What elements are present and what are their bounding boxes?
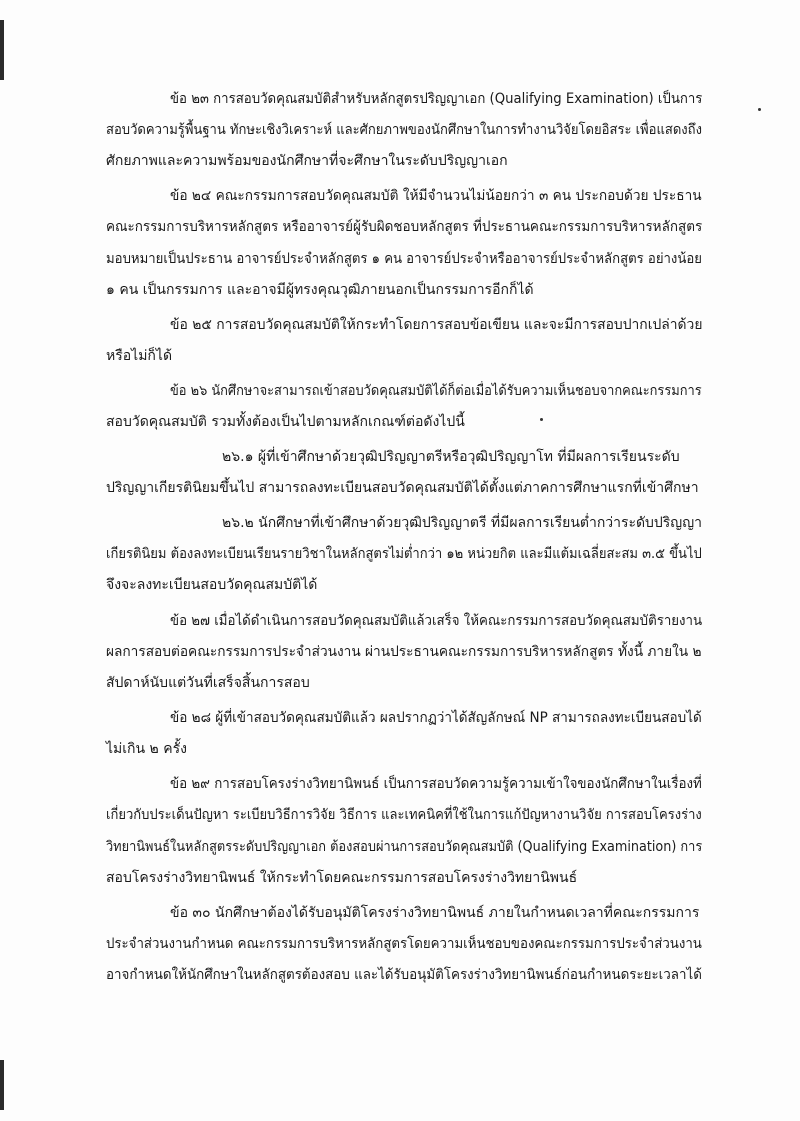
text-line: ข้อ ๒๖ นักศึกษาจะสามารถเข้าสอบวัดคุณสมบัติได้ก็ต่อเมื่อได้รับความเห็นชอบจากคณะกรรมการ	[170, 383, 702, 399]
text-line: ไม่เกิน ๒ ครั้ง	[106, 741, 187, 757]
text-line: ๒๖.๒ นักศึกษาที่เข้าศึกษาด้วยวุฒิปริญญาตรี ที่มีผลการเรียนต่ำกว่าระดับปริญญา	[222, 515, 702, 531]
text-line: สัปดาห์นับแต่วันที่เสร็จสิ้นการสอบ	[106, 675, 310, 691]
text-line: ประจำส่วนงานกำหนด คณะกรรมการบริหารหลักสูตรโดยความเห็นชอบของคณะกรรมการประจำส่วนงาน	[106, 936, 702, 952]
text-line: ข้อ ๒๓ การสอบวัดคุณสมบัติสำหรับหลักสูตรปริญญาเอก (Qualifying Examination) เป็นการ	[170, 91, 703, 107]
scan-edge-mark	[0, 20, 4, 80]
text-line: ข้อ ๓๐ นักศึกษาต้องได้รับอนุมัติโครงร่างวิทยานิพนธ์ ภายในกำหนดเวลาที่คณะกรรมการ	[170, 905, 700, 921]
text-line: ปริญญาเกียรตินิยมขึ้นไป สามารถลงทะเบียนสอบวัดคุณสมบัติได้ตั้งแต่ภาคการศึกษาแรกที่เข้าศึกษา	[106, 480, 699, 496]
scan-speck	[758, 108, 761, 111]
text-line: จึงจะลงทะเบียนสอบวัดคุณสมบัติได้	[106, 577, 318, 593]
text-line: ๒๖.๑ ผู้ที่เข้าศึกษาด้วยวุฒิปริญญาตรีหรือวุฒิปริญญาโท ที่มีผลการเรียนระดับ	[222, 449, 680, 465]
scan-edge-mark	[0, 1060, 4, 1110]
text-line: เกียรตินิยม ต้องลงทะเบียนเรียนรายวิชาในหลักสูตรไม่ต่ำกว่า ๑๒ หน่วยกิต และมีแต้มเฉลี่ยสะสม ๓.๕ ขึ้นไป	[106, 546, 702, 562]
text-line: สอบวัดความรู้พื้นฐาน ทักษะเชิงวิเคราะห์ และศักยภาพของนักศึกษาในการทำงานวิจัยโดยอิสระ เพื่อแสดงถึง	[106, 122, 702, 138]
text-line: มอบหมายเป็นประธาน อาจารย์ประจำหลักสูตร ๑ คน อาจารย์ประจำหรืออาจารย์ประจำหลักสูตร อย่างน้อย	[106, 251, 702, 267]
text-line: อาจกำหนดให้นักศึกษาในหลักสูตรต้องสอบ และได้รับอนุมัติโครงร่างวิทยานิพนธ์ก่อนกำหนดระยะเวลาได้	[106, 967, 702, 983]
text-line: สอบโครงร่างวิทยานิพนธ์ ให้กระทำโดยคณะกรรมการสอบโครงร่างวิทยานิพนธ์	[106, 870, 578, 886]
text-line: ข้อ ๒๗ เมื่อได้ดำเนินการสอบวัดคุณสมบัติแล้วเสร็จ ให้คณะกรรมการสอบวัดคุณสมบัติรายงาน	[170, 613, 703, 629]
text-line: ผลการสอบต่อคณะกรรมการประจำส่วนงาน ผ่านประธานคณะกรรมการบริหารหลักสูตร ทั้งนี้ ภายใน ๒	[106, 644, 702, 660]
text-line: ๑ คน เป็นกรรมการ และอาจมีผู้ทรงคุณวุฒิภายนอกเป็นกรรมการอีกก็ได้	[106, 282, 534, 298]
text-line: คณะกรรมการบริหารหลักสูตร หรืออาจารย์ผู้รับผิดชอบหลักสูตร ที่ประธานคณะกรรมการบริหารหลักสูตร	[106, 219, 703, 235]
text-line: สอบวัดคุณสมบัติ รวมทั้งต้องเป็นไปตามหลักเกณฑ์ต่อดังไปนี้	[106, 414, 465, 430]
text-line: ศักยภาพและความพร้อมของนักศึกษาที่จะศึกษาในระดับปริญญาเอก	[106, 153, 508, 169]
text-line: ข้อ ๒๕ การสอบวัดคุณสมบัติให้กระทำโดยการสอบข้อเขียน และจะมีการสอบปากเปล่าด้วย	[170, 317, 703, 333]
text-line: เกี่ยวกับประเด็นปัญหา ระเบียบวิธีการวิจัย วิธีการ และเทคนิคที่ใช้ในการแก้ปัญหางานวิจัย การสอบโครงร่าง	[106, 807, 702, 823]
text-line: หรือไม่ก็ได้	[106, 348, 173, 364]
text-line: ข้อ ๒๘ ผู้ที่เข้าสอบวัดคุณสมบัติแล้ว ผลปรากฏว่าได้สัญลักษณ์ NP สามารถลงทะเบียนสอบได้	[170, 710, 702, 726]
text-line: ข้อ ๒๔ คณะกรรมการสอบวัดคุณสมบัติ ให้มีจำนวนไม่น้อยกว่า ๓ คน ประกอบด้วย ประธาน	[170, 188, 702, 204]
text-line: วิทยานิพนธ์ในหลักสูตรระดับปริญญาเอก ต้องสอบผ่านการสอบวัดคุณสมบัติ (Qualifying Examination) การ	[106, 839, 703, 855]
scan-speck	[540, 418, 543, 421]
text-line: ข้อ ๒๙ การสอบโครงร่างวิทยานิพนธ์ เป็นการสอบวัดความรู้ความเข้าใจของนักศึกษาในเรื่องที่	[170, 776, 702, 792]
